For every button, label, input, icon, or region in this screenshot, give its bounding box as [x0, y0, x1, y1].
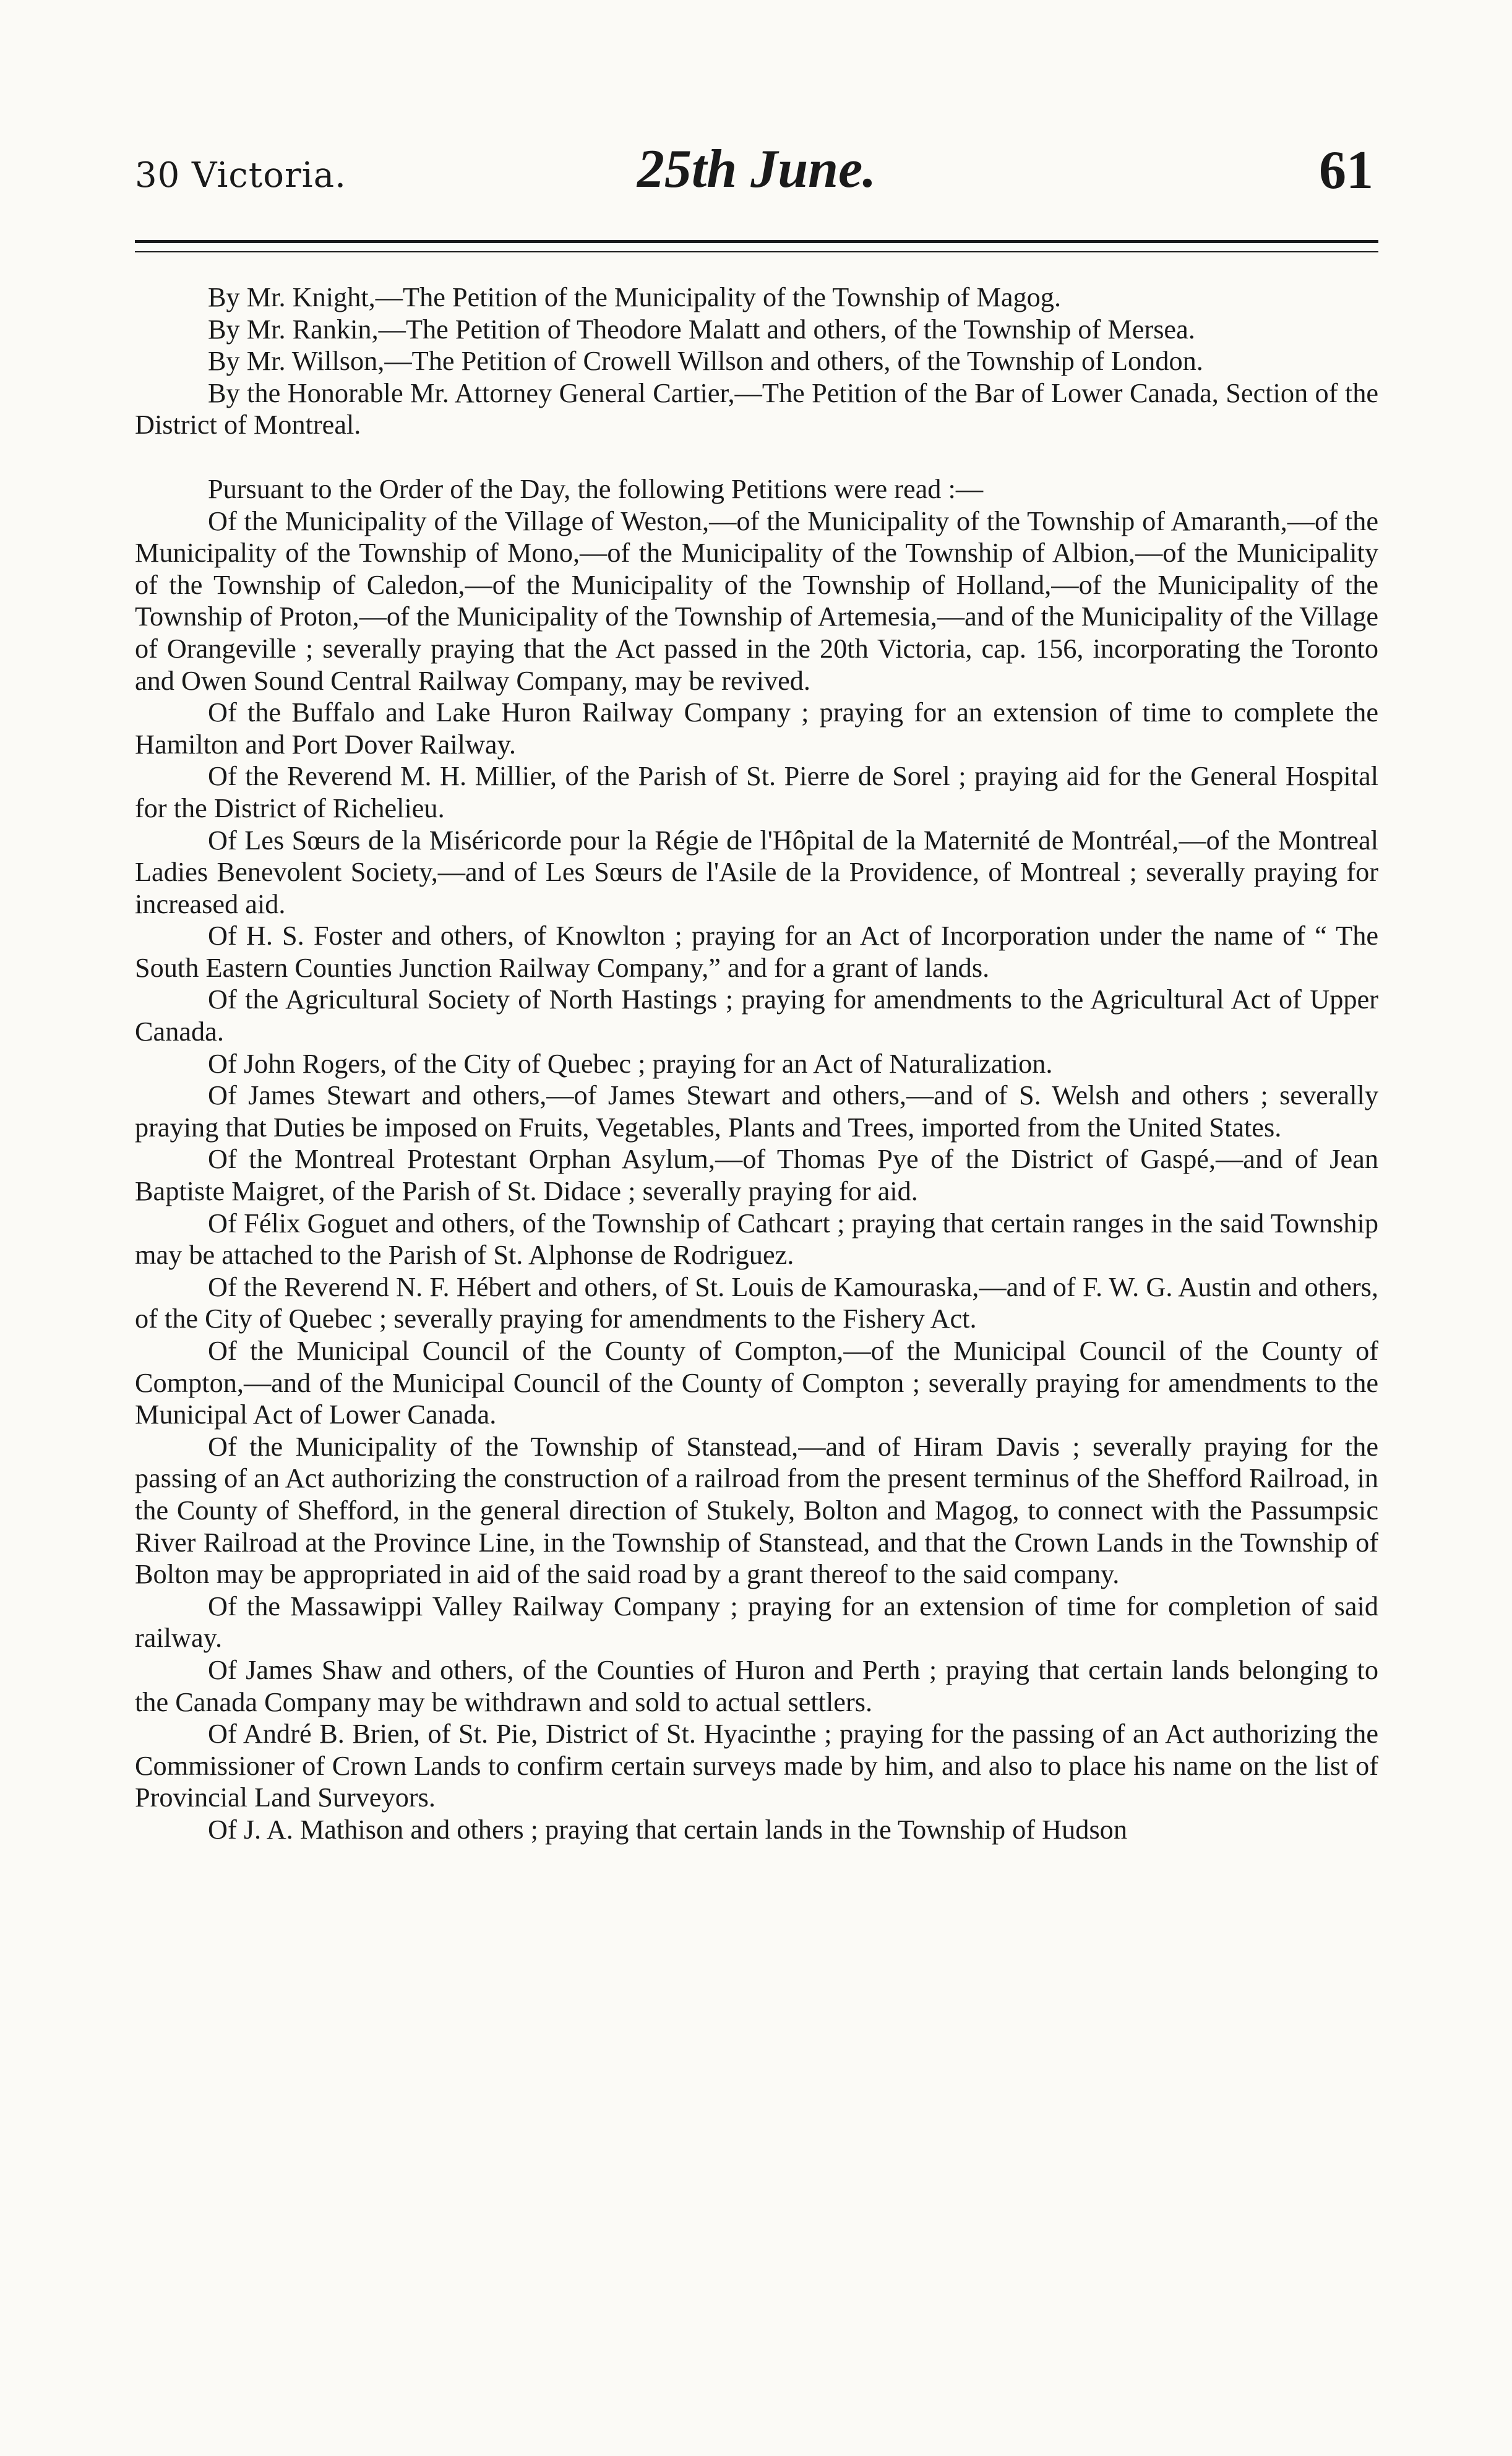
- header-rule-thick: [135, 240, 1378, 243]
- page-number: 61: [1319, 140, 1373, 200]
- petition-presented-knight: By Mr. Knight,—The Petition of the Municipality of the Township of Magog.: [208, 282, 1062, 312]
- petition-read-paragraph: Of the Municipal Council of the County of Compton,—of the Municipal Council of the County of Compton,—and of the Municipal Council of the County of Compton ; severally praying for amendments to the Municipal Act of Lower Canada.: [135, 1336, 1378, 1430]
- petition-read-paragraph: Of H. S. Foster and others, of Knowlton ; praying for an Act of Incorporation under the name of “ The South Eastern Counties Junction Railway Company,” and for a grant of lands.: [135, 921, 1378, 983]
- petition-read-paragraph: Of James Stewart and others,—of James Stewart and others,—and of S. Welsh and others ; severally praying that Duties be imposed on Fruits, Vegetables, Plants and Trees, imported from the United States.: [135, 1080, 1378, 1143]
- petition-read-paragraph: Of the Municipality of the Township of Stanstead,—and of Hiram Davis ; severally praying for the passing of an Act authorizing the construction of a railroad from the present terminus of the Shefford Railroad, in the County of Shefford, in the general direction of Stukely, Bolton and Magog, to connect with the Passumpsic River Railroad at the Province Line, in the Township of Stanstead, and that the Crown Lands in the Township of Bolton may be appropriated in aid of the said road by a grant thereof to the said company.: [135, 1431, 1378, 1590]
- order-of-day-intro: Pursuant to the Order of the Day, the following Petitions were read :—: [208, 473, 984, 504]
- petition-read-paragraph: Of James Shaw and others, of the Counties of Huron and Perth ; praying that certain lands belonging to the Canada Company may be withdrawn and sold to actual settlers.: [135, 1654, 1378, 1717]
- petition-read-paragraph: Of André B. Brien, of St. Pie, District of St. Hyacinthe ; praying for the passing of an Act authorizing the Commissioner of Crown Lands to confirm certain surveys made by him, and also to place his name on the list of Provincial Land Surveyors.: [135, 1719, 1378, 1813]
- page-header: [135, 127, 1378, 201]
- petition-read-paragraph: Of Les Sœurs de la Miséricorde pour la Régie de l'Hôpital de la Maternité de Montréal,—of the Montreal Ladies Benevolent Society,—and of Les Sœurs de l'Asile de la Providence, of Montreal ; severally praying for increased aid.: [135, 825, 1378, 919]
- journal-body: [135, 281, 1378, 1846]
- header-rule-thin: [135, 251, 1378, 252]
- petition-read-paragraph: Of the Buffalo and Lake Huron Railway Company ; praying for an extension of time to complete the Hamilton and Port Dover Railway.: [135, 697, 1378, 760]
- petition-read-paragraph: Of the Agricultural Society of North Hastings ; praying for amendments to the Agricultural Act of Upper Canada.: [135, 984, 1378, 1047]
- petition-read-paragraph: Of the Massawippi Valley Railway Company ; praying for an extension of time for completion of said railway.: [135, 1591, 1378, 1654]
- petition-read-paragraph: Of the Municipality of the Village of Weston,—of the Municipality of the Township of Amaranth,—of the Municipality of the Township of Mono,—of the Municipality of the Township of Albion,—of the Municipality of the Township of Caledon,—of the Municipality of the Township of Holland,—of the Municipality of the Township of Proton,—of the Municipality of the Township of Artemesia,—and of the Municipality of the Village of Orangeville ; severally praying that the Act passed in the 20th Victoria, cap. 156, incorporating the Toronto and Owen Sound Central Railway Company, may be revived.: [135, 505, 1378, 696]
- petition-presented-willson: By Mr. Willson,—The Petition of Crowell Willson and others, of the Township of London.: [208, 346, 1203, 377]
- petition-presented-rankin: By Mr. Rankin,—The Petition of Theodore Malatt and others, of the Township of Mersea.: [208, 314, 1195, 345]
- petition-read-paragraph: Of Félix Goguet and others, of the Township of Cathcart ; praying that certain ranges in the said Township may be attached to the Parish of St. Alphonse de Rodriguez.: [135, 1208, 1378, 1271]
- page-date-title: 25th June.: [637, 139, 877, 199]
- petition-read-paragraph: Of the Reverend M. H. Millier, of the Parish of St. Pierre de Sorel ; praying aid for the General Hospital for the District of Richelieu.: [135, 761, 1378, 823]
- petition-presented-cartier: By the Honorable Mr. Attorney General Cartier,—The Petition of the Bar of Lower Canada, Section of the District of Montreal.: [135, 377, 1378, 440]
- regnal-year: 30 Victoria.: [135, 155, 346, 195]
- petition-read-paragraph: Of John Rogers, of the City of Quebec ; praying for an Act of Naturalization.: [208, 1048, 1053, 1079]
- petition-read-paragraph: Of J. A. Mathison and others ; praying that certain lands in the Township of Hudson: [208, 1814, 1127, 1845]
- petition-read-paragraph: Of the Reverend N. F. Hébert and others, of St. Louis de Kamouraska,—and of F. W. G. Austin and others, of the City of Quebec ; severally praying for amendments to the Fishery Act.: [135, 1271, 1378, 1334]
- petition-read-paragraph: Of the Montreal Protestant Orphan Asylum,—of Thomas Pye of the District of Gaspé,—and of Jean Baptiste Maigret, of the Parish of St. Didace ; severally praying for aid.: [135, 1144, 1378, 1207]
